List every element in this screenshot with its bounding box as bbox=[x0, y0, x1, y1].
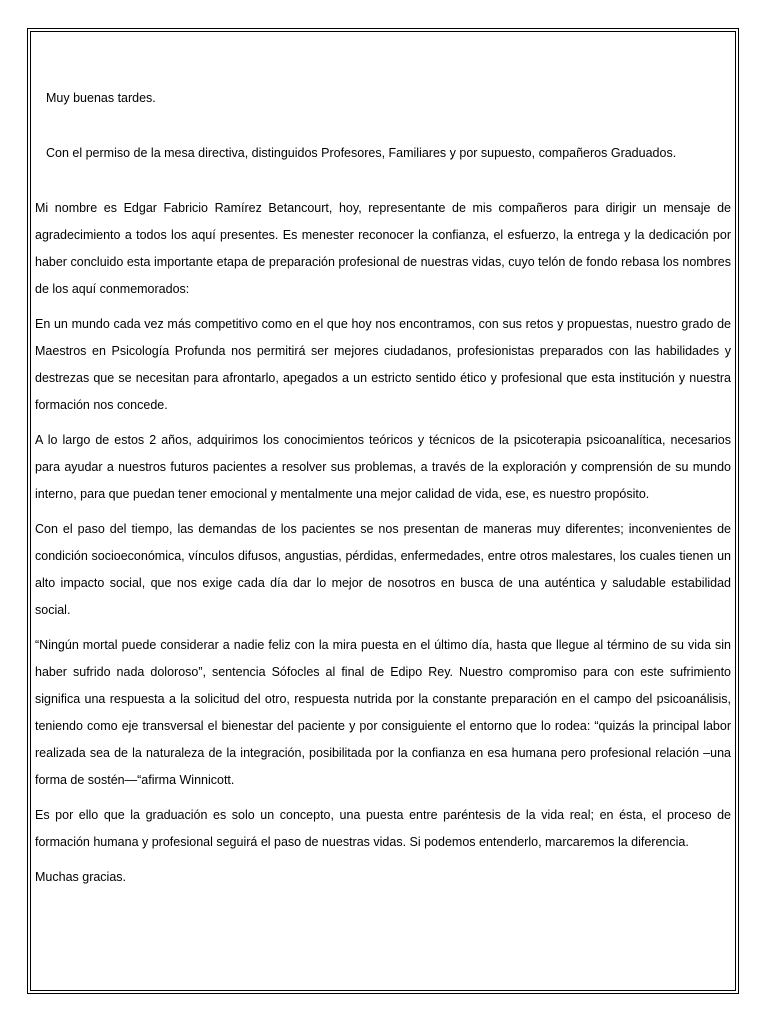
paragraph-patient-demands: Con el paso del tiempo, las demandas de los pacientes se nos presentan de maneras muy diferentes; inconvenientes de condición socioeconómica, vínculos difusos, angustias, pérdidas, enfermedades, entre otros malestares, los cuales tienen un alto impacto social, que nos exige cada día dar lo mejor de nosotros en busca de una auténtica y saludable estabilidad social. bbox=[35, 522, 731, 617]
closing: Muchas gracias. bbox=[35, 870, 127, 884]
paragraph-introduction: Mi nombre es Edgar Fabricio Ramírez Betancourt, hoy, representante de mis compañeros para dirigir un mensaje de agradecimiento a todos los aquí presentes. Es menester reconocer la confianza, el esfuerzo, la entrega y la dedicación por haber concluido esta importante etapa de preparación profesional de nuestras vidas, cuyo telón de fondo rebasa los nombres de los aquí conmemorados: bbox=[35, 201, 731, 296]
paragraph-competitive-world: En un mundo cada vez más competitivo como en el que hoy nos encontramos, con sus retos y propuestas, nuestro grado de Maestros en Psicología Profunda nos permitirá ser mejores ciudadanos, profesionistas preparados con las habilidades y destrezas que se necesitan para afrontarlo, apegados a un estricto sentido ético y profesional que esta institución y nuestra formación nos concede. bbox=[35, 317, 731, 412]
salutation: Con el permiso de la mesa directiva, distinguidos Profesores, Familiares y por supuesto, compañeros Graduados. bbox=[46, 146, 677, 160]
paragraph-sophocles-winnicott: “Ningún mortal puede considerar a nadie feliz con la mira puesta en el último día, hasta que llegue al término de su vida sin haber sufrido nada doloroso”, sentencia Sófocles al final de Edipo Rey. Nuestro compromiso para con este sufrimiento significa una respuesta a la solicitud del otro, respuesta nutrida por la constante preparación en el campo del psicoanálisis, teniendo como eje transversal el bienestar del paciente y por consiguiente el entorno que lo rodea: “quizás la principal labor realizada sea de la naturaleza de la integración, posibilitada por la confianza en esa humana pero profesional relación –una forma de sostén—“afirma Winnicott. bbox=[35, 638, 731, 787]
paragraph-graduation-concept: Es por ello que la graduación es solo un concepto, una puesta entre paréntesis de la vida real; en ésta, el proceso de formación humana y profesional seguirá el paso de nuestras vidas. Si podemos entenderlo, marcaremos la diferencia. bbox=[35, 808, 731, 849]
document-body bbox=[35, 88, 731, 891]
greeting: Muy buenas tardes. bbox=[46, 91, 156, 105]
paragraph-two-years: A lo largo de estos 2 años, adquirimos los conocimientos teóricos y técnicos de la psicoterapia psicoanalítica, necesarios para ayudar a nuestros futuros pacientes a resolver sus problemas, a través de la exploración y comprensión de su mundo interno, para que puedan tener emocional y mentalmente una mejor calidad de vida, ese, es nuestro propósito. bbox=[35, 433, 731, 501]
